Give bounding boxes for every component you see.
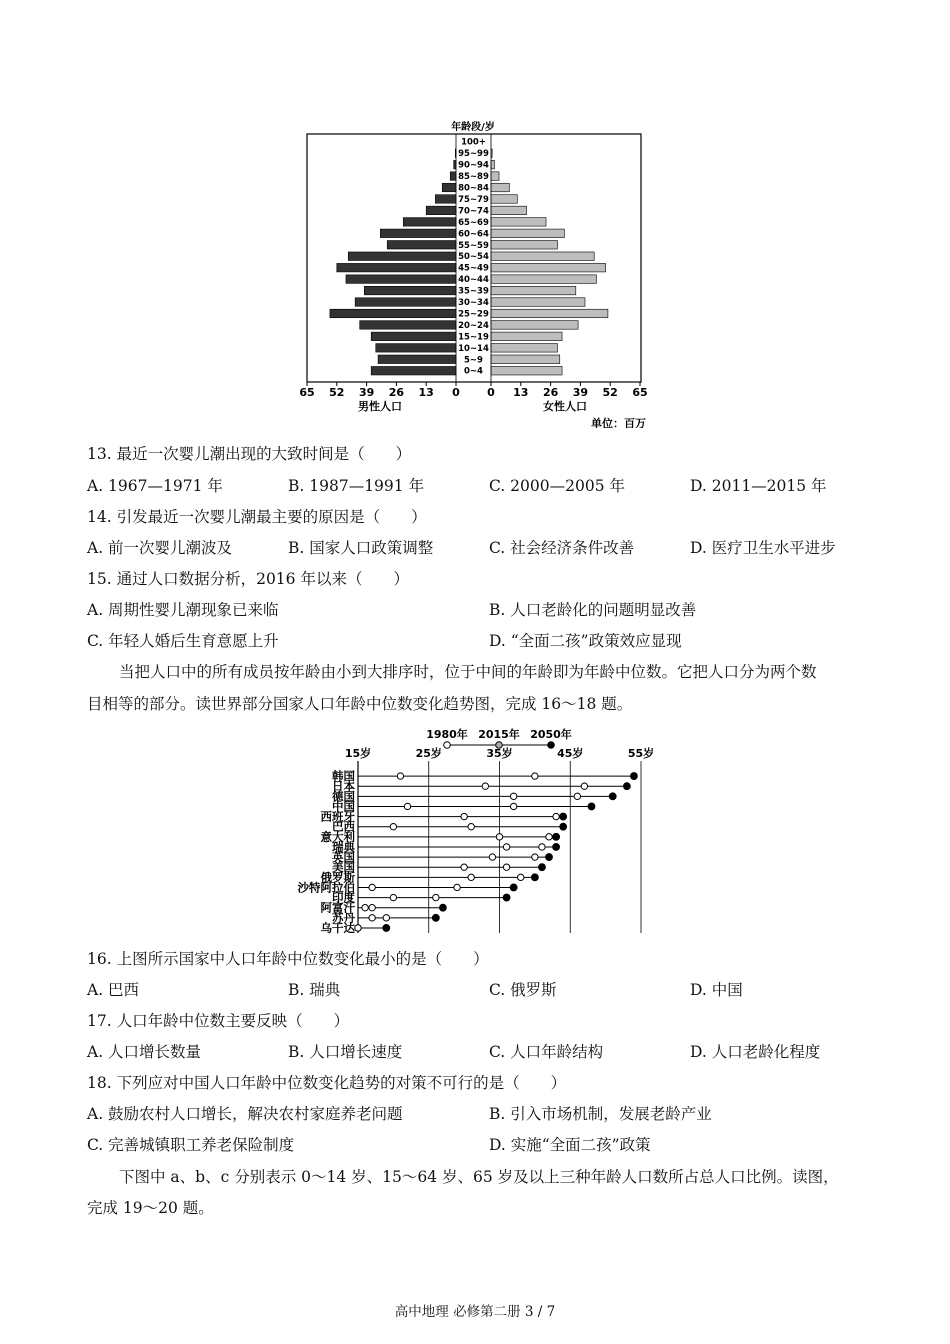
country-label: 西班牙 <box>320 809 355 824</box>
country-label: 韩国 <box>332 769 355 784</box>
female-bar <box>491 160 494 169</box>
male-bar <box>435 195 456 204</box>
q18-option-d[interactable]: D. 实施“全面二孩”政策 <box>489 1136 651 1154</box>
female-bar <box>491 355 560 364</box>
point-2015 <box>454 884 460 890</box>
age-group-label: 75~79 <box>458 194 489 205</box>
male-bar <box>403 218 456 227</box>
question-18: 18. 下列应对中国人口年龄中位数变化趋势的对策不可行的是（ ） <box>87 1074 567 1092</box>
point-1980 <box>461 813 467 819</box>
point-2015 <box>581 783 587 789</box>
age-tick-label: 55岁 <box>627 747 655 760</box>
intro-19-20-line2: 完成 19～20 题。 <box>87 1199 214 1217</box>
q16-option-d[interactable]: D. 中国 <box>690 981 743 999</box>
q13-option-a[interactable]: A. 1967—1971 年 <box>87 477 223 495</box>
age-group-label: 15~19 <box>458 332 489 343</box>
country-label: 英国 <box>332 850 355 865</box>
point-1980 <box>362 904 368 910</box>
country-label: 德国 <box>332 789 355 804</box>
point-1980 <box>390 894 396 900</box>
female-bar <box>491 275 596 284</box>
point-2015 <box>518 874 524 880</box>
male-bar <box>348 252 456 261</box>
legend-label: 2050年 <box>530 728 572 741</box>
age-tick-label: 15岁 <box>344 747 372 760</box>
age-group-label: 65~69 <box>458 217 489 228</box>
point-2015 <box>574 793 580 799</box>
point-2050 <box>440 904 447 911</box>
point-2015 <box>355 925 361 931</box>
q13-option-b[interactable]: B. 1987—1991 年 <box>288 477 425 495</box>
female-tick-label: 65 <box>632 386 648 399</box>
question-13: 13. 最近一次婴儿潮出现的大致时间是（ ） <box>87 445 412 463</box>
male-tick-label: 0 <box>452 386 460 399</box>
point-2015 <box>383 915 389 921</box>
legend-marker-2050 <box>548 742 555 749</box>
point-1980 <box>461 864 467 870</box>
point-1980 <box>482 783 488 789</box>
female-bar <box>491 309 608 318</box>
point-2015 <box>433 894 439 900</box>
intro-19-20-line1: 下图中 a、b、c 分别表示 0～14 岁、15～64 岁、65 岁及以上三种年龄人口数所占总人口比例。读图， <box>119 1168 839 1186</box>
age-group-label: 80~84 <box>458 183 489 194</box>
question-17: 17. 人口年龄中位数主要反映（ ） <box>87 1012 350 1030</box>
country-label: 苏丹 <box>332 910 355 925</box>
intro-16-18-line1: 当把人口中的所有成员按年龄由小到大排序时，位于中间的年龄即为年龄中位数。它把人口分为两个数 <box>119 663 817 681</box>
q15-option-a[interactable]: A. 周期性婴儿潮现象已来临 <box>87 601 279 619</box>
female-tick-label: 26 <box>542 386 559 399</box>
female-bar <box>491 263 606 272</box>
age-group-label: 10~14 <box>458 343 489 354</box>
pyramid-axis-title: 年龄段/岁 <box>451 122 495 133</box>
point-1980 <box>404 803 410 809</box>
country-label: 巴西 <box>332 819 355 834</box>
female-tick-label: 39 <box>572 386 589 399</box>
country-label: 阿富汗 <box>320 900 355 915</box>
age-group-label: 25~29 <box>458 309 489 320</box>
female-bar <box>491 298 585 307</box>
age-group-label: 60~64 <box>458 229 489 240</box>
male-tick-label: 52 <box>329 386 345 399</box>
female-bar <box>491 321 578 330</box>
male-bar <box>378 355 456 364</box>
q16-option-a[interactable]: A. 巴西 <box>87 981 140 999</box>
female-bar <box>491 366 562 375</box>
male-bar <box>360 321 456 330</box>
point-2050 <box>546 854 553 861</box>
female-bar <box>491 172 499 181</box>
female-tick-label: 0 <box>487 386 495 399</box>
legend-label: 1980年 <box>426 728 468 741</box>
point-1980 <box>468 874 474 880</box>
point-2015 <box>546 834 552 840</box>
male-tick-label: 26 <box>388 386 405 399</box>
point-2015 <box>510 803 516 809</box>
point-2015 <box>532 773 538 779</box>
q17-option-d[interactable]: D. 人口老龄化程度 <box>690 1043 821 1061</box>
female-bar <box>491 252 594 261</box>
male-bar <box>450 172 456 181</box>
q18-option-a[interactable]: A. 鼓励农村人口增长，解决农村家庭养老问题 <box>87 1105 403 1123</box>
point-2015 <box>553 813 559 819</box>
unit-label: 单位：百万 <box>591 417 646 428</box>
age-group-label: 20~24 <box>458 320 489 331</box>
age-group-label: 35~39 <box>458 286 489 297</box>
male-bar <box>380 229 456 238</box>
male-bar <box>355 298 456 307</box>
q16-option-c[interactable]: C. 俄罗斯 <box>489 981 557 999</box>
country-label: 俄罗斯 <box>320 870 355 885</box>
point-2050 <box>503 894 510 901</box>
point-2050 <box>609 793 616 800</box>
point-2050 <box>432 914 439 921</box>
q17-option-b[interactable]: B. 人口增长速度 <box>288 1043 403 1061</box>
legend-marker-1980 <box>444 742 451 749</box>
male-bar <box>330 309 456 318</box>
female-bar <box>491 286 576 295</box>
age-group-label: 100+ <box>461 137 486 148</box>
q15-option-c[interactable]: C. 年轻人婚后生育意愿上升 <box>87 632 279 650</box>
point-2015 <box>503 864 509 870</box>
q14-option-c[interactable]: C. 社会经济条件改善 <box>489 539 635 557</box>
male-bar <box>442 183 456 192</box>
age-tick-label: 45岁 <box>557 747 584 760</box>
country-label: 印度 <box>332 890 355 905</box>
q18-option-b[interactable]: B. 引入市场机制，发展老龄产业 <box>489 1105 712 1123</box>
female-bar <box>491 229 564 238</box>
point-1980 <box>496 834 502 840</box>
male-bar <box>387 241 456 250</box>
female-tick-label: 52 <box>602 386 618 399</box>
male-bar <box>376 344 456 353</box>
population-pyramid-chart <box>0 118 950 428</box>
male-bar <box>337 263 456 272</box>
female-bar <box>491 183 509 192</box>
male-bar <box>371 366 456 375</box>
intro-16-18-line2: 目相等的部分。读世界部分国家人口年龄中位数变化趋势图，完成 16～18 题。 <box>87 695 633 713</box>
q14-option-d[interactable]: D. 医疗卫生水平进步 <box>690 539 836 557</box>
question-15: 15. 通过人口数据分析，2016 年以来（ ） <box>87 570 409 588</box>
point-2050 <box>560 823 567 830</box>
point-2050 <box>588 803 595 810</box>
q14-option-a[interactable]: A. 前一次婴儿潮波及 <box>87 539 233 557</box>
age-group-label: 70~74 <box>458 206 489 217</box>
male-tick-label: 39 <box>358 386 375 399</box>
q17-option-c[interactable]: C. 人口年龄结构 <box>489 1043 604 1061</box>
male-tick-label: 13 <box>418 386 434 399</box>
female-bar <box>491 344 557 353</box>
point-2050 <box>383 925 390 932</box>
age-group-label: 5~9 <box>464 355 483 366</box>
age-group-label: 45~49 <box>458 263 489 274</box>
age-tick-label: 35岁 <box>486 747 513 760</box>
age-group-label: 30~34 <box>458 298 489 309</box>
point-1980 <box>510 793 516 799</box>
q17-option-a[interactable]: A. 人口增长数量 <box>87 1043 202 1061</box>
country-label: 美国 <box>332 860 355 875</box>
age-group-label: 90~94 <box>458 160 489 171</box>
q18-option-c[interactable]: C. 完善城镇职工养老保险制度 <box>87 1136 295 1154</box>
point-1980 <box>503 844 509 850</box>
point-2015 <box>369 904 375 910</box>
age-group-label: 85~89 <box>458 172 489 183</box>
point-2050 <box>510 884 517 891</box>
age-group-label: 0~4 <box>464 366 483 377</box>
q13-option-d[interactable]: D. 2011—2015 年 <box>690 477 827 495</box>
point-2015 <box>532 854 538 860</box>
point-2050 <box>539 864 546 871</box>
point-2050 <box>631 773 638 780</box>
point-1980 <box>397 773 403 779</box>
male-bar <box>364 286 456 295</box>
age-tick-label: 25岁 <box>415 747 442 760</box>
point-1980 <box>369 884 375 890</box>
country-label: 中国 <box>332 799 355 814</box>
country-label: 意大利 <box>320 829 355 844</box>
point-2050 <box>553 844 560 851</box>
female-bar <box>491 195 517 204</box>
median-age-chart <box>0 725 950 940</box>
female-bar <box>491 218 546 227</box>
age-group-label: 95~99 <box>458 149 489 160</box>
q14-option-b[interactable]: B. 国家人口政策调整 <box>288 539 434 557</box>
age-group-label: 50~54 <box>458 252 489 263</box>
age-group-label: 40~44 <box>458 275 489 286</box>
female-bar <box>491 241 557 250</box>
age-group-label: 55~59 <box>458 240 489 251</box>
point-2050 <box>623 783 630 790</box>
country-label: 日本 <box>332 779 355 794</box>
point-1980 <box>489 854 495 860</box>
q15-option-b[interactable]: B. 人口老龄化的问题明显改善 <box>489 601 697 619</box>
point-2050 <box>560 813 567 820</box>
point-2015 <box>468 823 474 829</box>
male-axis-label: 男性人口 <box>358 400 402 413</box>
female-bar <box>491 206 527 215</box>
male-tick-label: 65 <box>299 386 315 399</box>
point-1980 <box>369 915 375 921</box>
question-14: 14. 引发最近一次婴儿潮最主要的原因是（ ） <box>87 508 427 526</box>
female-bar <box>491 332 562 341</box>
male-bar <box>346 275 456 284</box>
q13-option-c[interactable]: C. 2000—2005 年 <box>489 477 625 495</box>
q15-option-d[interactable]: D. “全面二孩”政策效应显现 <box>489 632 682 650</box>
q16-option-b[interactable]: B. 瑞典 <box>288 981 341 999</box>
female-axis-label: 女性人口 <box>543 400 587 413</box>
male-bar <box>426 206 456 215</box>
country-label: 瑞典 <box>332 839 355 854</box>
page-footer: 高中地理 必修第二册 3 / 7 <box>394 1304 556 1320</box>
male-bar <box>371 332 456 341</box>
legend-label: 2015年 <box>478 728 520 741</box>
point-1980 <box>390 823 396 829</box>
point-2050 <box>553 833 560 840</box>
point-2050 <box>531 874 538 881</box>
question-16: 16. 上图所示国家中人口年龄中位数变化最小的是（ ） <box>87 950 489 968</box>
point-2015 <box>539 844 545 850</box>
country-label: 乌干达 <box>320 920 355 935</box>
country-label: 沙特阿拉伯 <box>297 880 355 895</box>
female-tick-label: 13 <box>513 386 529 399</box>
